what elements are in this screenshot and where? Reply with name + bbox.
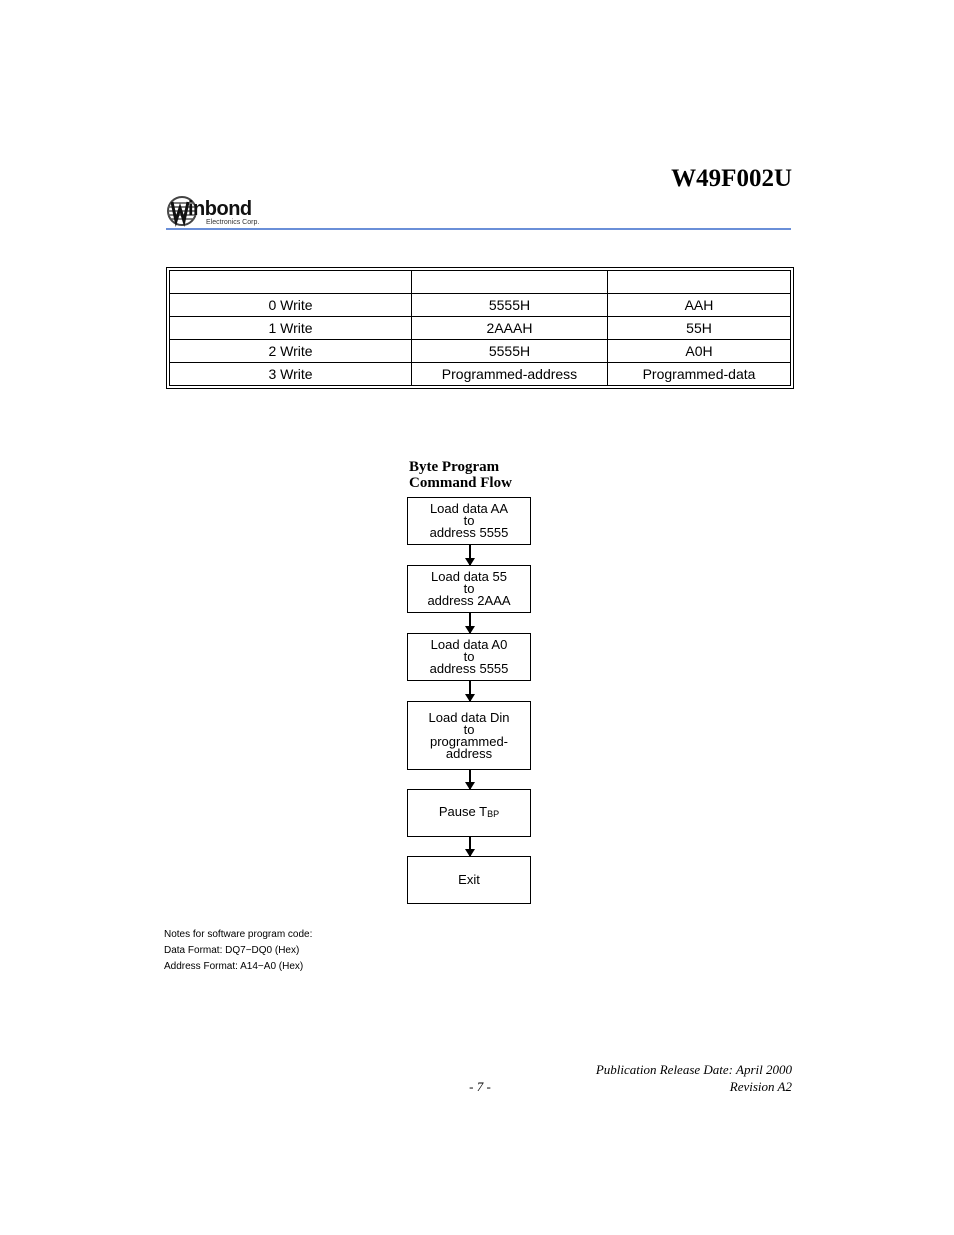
header-divider bbox=[166, 228, 791, 230]
logo-wordmark: inbond bbox=[188, 198, 252, 220]
table-cell: 3 Write bbox=[170, 363, 412, 386]
flow-step-load-din bbox=[407, 701, 531, 770]
flow-title bbox=[409, 459, 512, 491]
table-cell: 1 Write bbox=[170, 317, 412, 340]
flow-step-text bbox=[439, 806, 499, 820]
flow-step-text: Exit bbox=[458, 872, 480, 887]
table-cell: Programmed-data bbox=[608, 363, 791, 386]
flow-step-text: address bbox=[445, 745, 493, 761]
note-line: Notes for software program code: bbox=[164, 929, 313, 940]
flow-step-pause bbox=[407, 789, 531, 837]
flow-step-text: Load data 55 bbox=[431, 569, 507, 584]
table-header-cell bbox=[608, 271, 791, 294]
flow-arrow bbox=[469, 837, 471, 856]
page-title: W49F002U bbox=[671, 165, 792, 192]
flow-title-line: Command Flow bbox=[409, 475, 512, 491]
table-row bbox=[170, 363, 791, 386]
page-number: - 7 - bbox=[469, 1079, 491, 1094]
logo-subtext: Electronics Corp. bbox=[206, 219, 260, 226]
command-sequence-table bbox=[166, 267, 794, 389]
table-row bbox=[170, 294, 791, 317]
table-cell: 2 Write bbox=[170, 340, 412, 363]
flow-step-text: address 2AAA bbox=[427, 593, 511, 608]
flow-step-text: to bbox=[463, 513, 475, 528]
table-header-row bbox=[170, 271, 791, 294]
table-cell: A0H bbox=[608, 340, 791, 363]
flow-step-text: address 5555 bbox=[429, 525, 509, 540]
flow-step-exit bbox=[407, 856, 531, 904]
flow-title-line: Byte Program bbox=[409, 459, 500, 475]
software-notes bbox=[164, 927, 312, 975]
table-row bbox=[170, 340, 791, 363]
flow-step-text: Load data A0 bbox=[430, 637, 508, 652]
table-cell: 2AAAH bbox=[412, 317, 608, 340]
flow-step-text: Load data AA bbox=[429, 501, 509, 516]
revision: Revision A2 bbox=[729, 1079, 792, 1094]
table-cell: 0 Write bbox=[170, 294, 412, 317]
table-cell: 5555H bbox=[412, 294, 608, 317]
note-line: Address Format: A14−A0 (Hex) bbox=[164, 961, 304, 972]
flow-step-text: to bbox=[463, 649, 475, 664]
flow-step-load-a0 bbox=[407, 633, 531, 681]
flow-step-text: address 5555 bbox=[429, 661, 509, 676]
table-cell: 55H bbox=[608, 317, 791, 340]
table-header-cell bbox=[170, 271, 412, 294]
flow-arrow bbox=[469, 770, 471, 789]
flow-step-load-aa bbox=[407, 497, 531, 545]
flow-arrow bbox=[469, 545, 471, 565]
pause-label: Pause T bbox=[438, 804, 488, 819]
flow-arrow bbox=[469, 681, 471, 701]
flow-arrow bbox=[469, 613, 471, 633]
table-cell: 5555H bbox=[412, 340, 608, 363]
publication-date: Publication Release Date: April 2000 bbox=[595, 1062, 792, 1077]
flow-step-text: programmed- bbox=[429, 733, 509, 749]
flow-step-text: to bbox=[463, 721, 475, 737]
table-header-cell bbox=[412, 271, 608, 294]
flow-step-text: Load data Din bbox=[428, 709, 510, 725]
note-line: Data Format: DQ7−DQ0 (Hex) bbox=[164, 945, 300, 956]
table-cell: AAH bbox=[608, 294, 791, 317]
flow-step-text: to bbox=[463, 581, 475, 596]
flow-step-load-55 bbox=[407, 565, 531, 613]
pause-subscript: BP bbox=[487, 809, 500, 819]
table-row bbox=[170, 317, 791, 340]
table-cell: Programmed-address bbox=[412, 363, 608, 386]
